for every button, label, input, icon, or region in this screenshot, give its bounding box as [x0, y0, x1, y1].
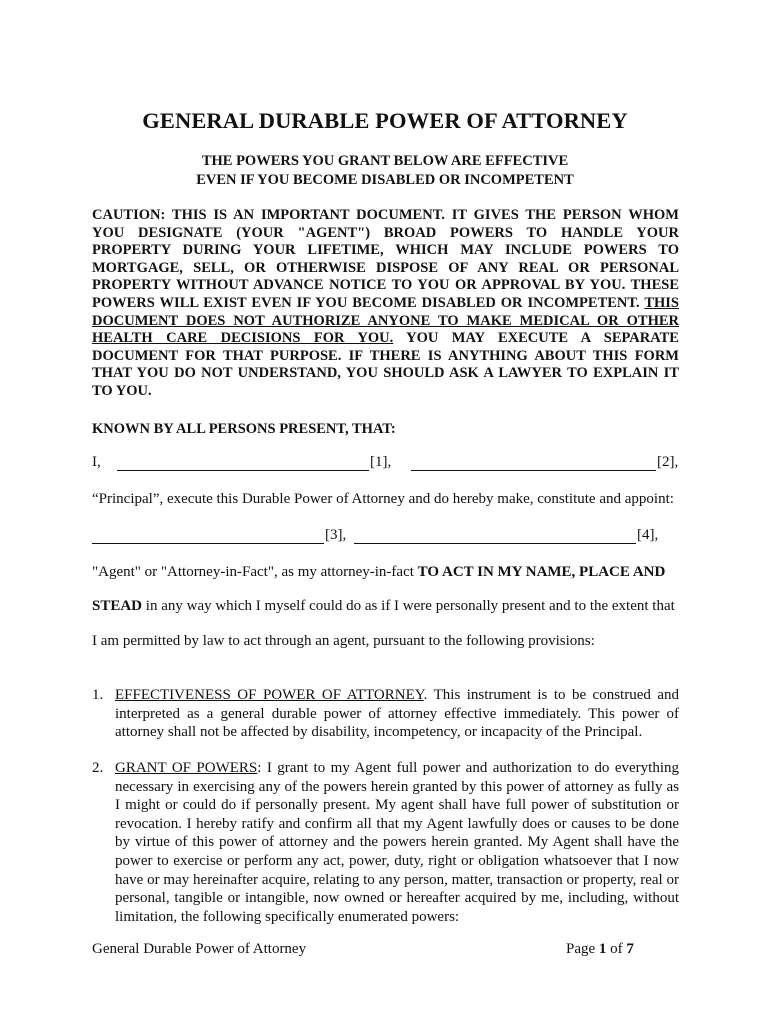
- section-body: [115, 759, 679, 926]
- blank-marker-2: [2],: [657, 454, 679, 470]
- principal-statement: “Principal”, execute this Durable Power of Attorney and do hereby make, constitute and appoint:: [92, 491, 674, 507]
- document-title: GENERAL DURABLE POWER OF ATTORNEY: [142, 108, 628, 133]
- agent-statement: [92, 564, 665, 581]
- caution-text-1: CAUTION: THIS IS AN IMPORTANT DOCUMENT. IT GIVES THE PERSON WHOM YOU DESIGNATE (YOUR "AGENT") BROAD POWERS TO HANDLE YOUR PROPERTY DURING YOUR LIFETIME, WHICH MAY INCLUDE POWERS TO MORTGAGE, SELL, OR OTHERWISE DISPOSE OF ANY REAL OR PERSONAL PROPERTY WITHOUT ADVANCE NOTICE TO YOU OR APPROVAL BY YOU. THESE POWERS WILL EXIST EVEN IF YOU BECOME DISABLED OR INCOMPETENT.: [92, 207, 679, 311]
- subtitle-line-1: THE POWERS YOU GRANT BELOW ARE EFFECTIVE: [201, 153, 569, 169]
- subtitle-line-2: EVEN IF YOU BECOME DISABLED OR INCOMPETENT: [196, 172, 574, 188]
- section-2: [92, 759, 679, 926]
- blank-marker-3: [3],: [325, 527, 347, 543]
- section-heading-punct: :: [257, 760, 262, 776]
- total-pages: 7: [626, 941, 634, 957]
- blank-marker-1: [1],: [370, 454, 392, 470]
- section-text: This instrument is to be construed and interpreted as a general durable power of attorney effective immediately. This power of attorney shall not be affected by disability, incompetency, or incapacity of the Principal.: [115, 687, 679, 741]
- principal-name-blank-1[interactable]: [117, 470, 369, 471]
- section-1: [92, 686, 679, 742]
- page-of: of: [606, 941, 627, 957]
- section-heading-punct: .: [423, 687, 428, 703]
- principal-prefix: I,: [92, 454, 101, 470]
- section-heading: GRANT OF POWERS: [115, 760, 258, 776]
- page-label: Page: [566, 941, 599, 957]
- principal-name-blank-2[interactable]: [411, 470, 656, 471]
- caution-underlined-text: THIS DOCUMENT DOES NOT AUTHORIZE ANYONE TO MAKE MEDICAL OR OTHER HEALTH CARE DECISIONS FOR YOU.: [92, 294, 679, 347]
- known-by-all-heading: KNOWN BY ALL PERSONS PRESENT, THAT:: [92, 421, 396, 437]
- caution-paragraph: [92, 207, 679, 401]
- section-number: 1.: [92, 687, 104, 703]
- section-heading: EFFECTIVENESS OF POWER OF ATTORNEY: [115, 687, 424, 703]
- stead-statement: [92, 598, 675, 615]
- footer-page-number: [566, 941, 634, 958]
- agent-statement-text: "Agent" or "Attorney-in-Fact", as my attorney-in-fact: [92, 564, 418, 580]
- agent-name-blank-2[interactable]: [354, 543, 636, 544]
- caution-text-2: YOU MAY EXECUTE A SEPARATE DOCUMENT FOR THAT PURPOSE. IF THERE IS ANYTHING ABOUT THIS FORM THAT YOU DO NOT UNDERSTAND, YOU SHOULD ASK A LAWYER TO EXPLAIN IT TO YOU.: [92, 330, 679, 399]
- blank-marker-4: [4],: [637, 527, 659, 543]
- section-text: I grant to my Agent full power and authorization to do everything necessary in exercising any of the powers herein granted by this power of attorney as fully as I might or could do if personally present. My agent shall have full power of substitution or revocation. I hereby ratify and confirm all that my Agent lawfully does or causes to be done by virtue of this power of attorney and the powers herein granted. My Agent shall have the power to exercise or perform any act, power, duty, right or obligation whatsoever that I now have or may hereinafter acquire, relating to any person, matter, transaction or property, real or personal, tangible or intangible, now owned or hereafter acquired by me, including, without limitation, the following specifically enumerated powers:: [115, 760, 680, 925]
- section-body: [115, 686, 679, 742]
- stead-text: in any way which I myself could do as if I were personally present and to the extent that: [142, 598, 675, 614]
- stead-bold: STEAD: [92, 598, 143, 614]
- permitted-statement: I am permitted by law to act through an agent, pursuant to the following provisions:: [92, 633, 595, 649]
- agent-statement-bold: TO ACT IN MY NAME, PLACE AND: [417, 564, 666, 580]
- current-page: 1: [598, 941, 607, 957]
- section-number: 2.: [92, 760, 104, 776]
- footer-document-name: General Durable Power of Attorney: [92, 941, 307, 957]
- agent-name-blank-1[interactable]: [92, 543, 324, 544]
